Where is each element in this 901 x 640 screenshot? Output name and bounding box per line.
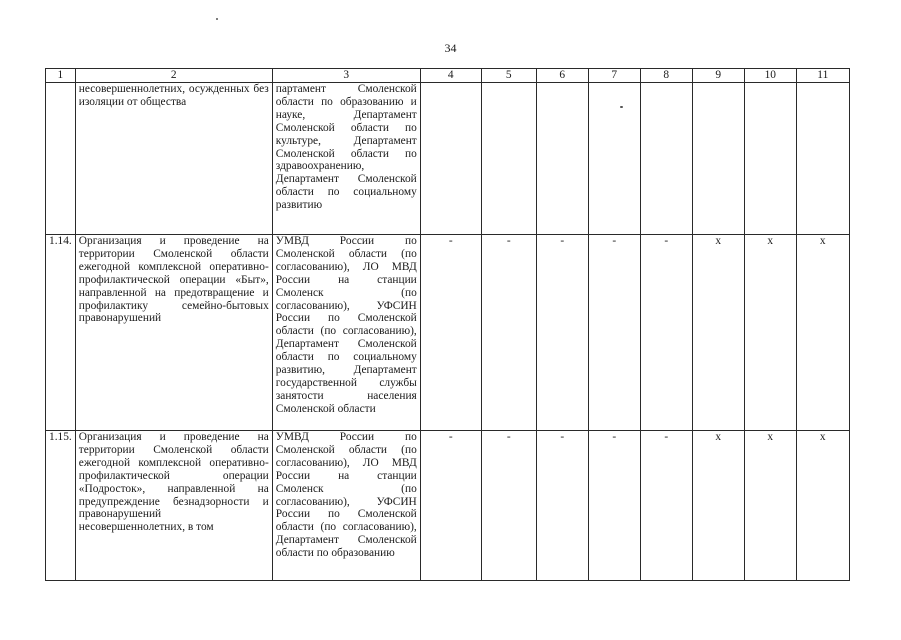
row-cell-11: х: [796, 431, 849, 581]
row-cell-6: -: [536, 235, 588, 431]
scan-speck: [216, 18, 218, 20]
row-cell-6: [536, 83, 588, 235]
row-number: 1.14.: [46, 235, 76, 431]
row-cell-4: -: [420, 431, 481, 581]
row-cell-5: -: [481, 431, 536, 581]
row-cell-8: -: [640, 431, 692, 581]
row-cell-9: х: [692, 235, 744, 431]
scan-speck: [620, 106, 623, 108]
row-cell-9: [692, 83, 744, 235]
header-col-3: 3: [272, 69, 420, 83]
row-cell-8: -: [640, 235, 692, 431]
row-name: несовершеннолетних, осужденных без изоляции от общества: [75, 83, 272, 235]
row-executors: УМВД России по Смоленской области (по согласованию), ЛО МВД России на станции Смоленск (по согласованию), УФСИН России по Смоленской области (по согласованию), Департамент Смоленской области по социальному развитию, Департамент государственной службы занятости населения Смоленской области: [272, 235, 420, 431]
page-number: 34: [444, 41, 457, 55]
row-cell-11: х: [796, 235, 849, 431]
row-cell-7: -: [588, 235, 640, 431]
row-executors: партамент Смоленской области по образованию и науке, Департамент Смоленской области по культуре, Департамент Смоленской области по здравоохранению, Департамент Смоленской области по социальному развитию: [272, 83, 420, 235]
row-executors: УМВД России по Смоленской области (по согласованию), ЛО МВД России на станции Смоленск (по согласованию), УФСИН России по Смоленской области (по согласованию), Департамент Смоленской области по образованию: [272, 431, 420, 581]
row-cell-4: [420, 83, 481, 235]
row-cell-11: [796, 83, 849, 235]
row-cell-10: х: [744, 235, 796, 431]
row-cell-9: х: [692, 431, 744, 581]
row-name: Организация и проведение на территории Смоленской области ежегодной комплексной оперативно-профилактической операции «Подросток», направленной на предупреждение безнадзорности и правонарушений несовершеннолетних, в том: [75, 431, 272, 581]
row-cell-7: [588, 83, 640, 235]
row-cell-5: [481, 83, 536, 235]
header-col-5: 5: [481, 69, 536, 83]
row-cell-10: х: [744, 431, 796, 581]
header-col-2: 2: [75, 69, 272, 83]
program-table: [45, 68, 850, 581]
row-name: Организация и проведение на территории Смоленской области ежегодной комплексной оперативно-профилактической операции «Быт», направленной на предотвращение и профилактику семейно-бытовых правонарушений: [75, 235, 272, 431]
table-row: [46, 83, 850, 235]
header-col-6: 6: [536, 69, 588, 83]
row-cell-8: [640, 83, 692, 235]
row-cell-10: [744, 83, 796, 235]
table-row: [46, 235, 850, 431]
header-col-11: 11: [796, 69, 849, 83]
row-cell-4: -: [420, 235, 481, 431]
header-col-7: 7: [588, 69, 640, 83]
header-col-1: 1: [46, 69, 76, 83]
header-row: [46, 69, 850, 83]
table-row: [46, 431, 850, 581]
header-col-4: 4: [420, 69, 481, 83]
header-col-8: 8: [640, 69, 692, 83]
row-cell-7: -: [588, 431, 640, 581]
row-number: 1.15.: [46, 431, 76, 581]
row-cell-5: -: [481, 235, 536, 431]
header-col-10: 10: [744, 69, 796, 83]
row-number: [46, 83, 76, 235]
row-cell-6: -: [536, 431, 588, 581]
header-col-9: 9: [692, 69, 744, 83]
